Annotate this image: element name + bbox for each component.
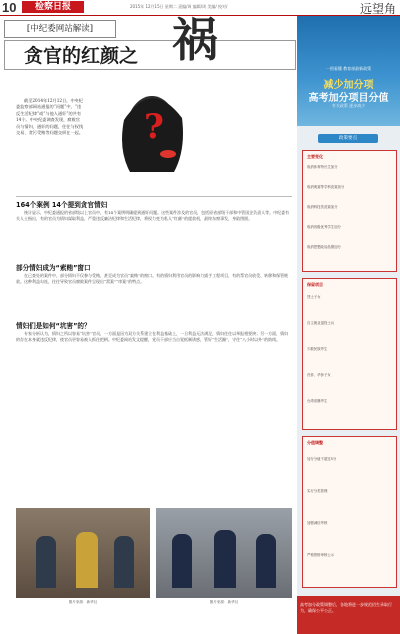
ad-panel-retained: [302, 278, 397, 430]
section-name: 远望角: [359, 2, 396, 16]
photo-caption-left: 图片来源：新华社: [68, 600, 98, 604]
figure-silhouette: [114, 536, 134, 588]
figure-silhouette: [76, 532, 98, 588]
ad-panel-item: 严格资格审核公示: [307, 553, 335, 557]
lips-shape: [160, 150, 176, 158]
question-mark: ?: [144, 107, 164, 147]
ad-panel-item: 取消省级优秀学生加分: [307, 225, 341, 229]
ad-panel-item: 台湾省籍考生: [307, 399, 328, 403]
news-photo-right: [156, 508, 292, 598]
section-body-2: 在已查处的案件中，部分情妇不仅参与受贿，甚至成为官员“索贿”的窗口。有的情妇利用官员的影响力插手工程项目，有的帮官员收受、转移和保管赃款。这种利益勾连，往往导致官员腐败案件呈现出“窝案”“串案”的特点。: [16, 273, 289, 284]
figure-silhouette: [36, 536, 56, 588]
column-tag: [中纪委网站解读]: [4, 20, 116, 38]
ad-panel-title: 分值调整: [307, 440, 323, 445]
ad-panel-item: 少数民族考生: [307, 347, 328, 351]
news-photo-left: [16, 508, 150, 598]
ad-panel-item: 自主就业退役士兵: [307, 321, 335, 325]
photo-caption-right: 图片来源：新华社: [209, 600, 239, 604]
section-heading-1: 164个案例 14个提到贪官情妇: [16, 201, 108, 209]
paper-logo: 检察日报: [22, 1, 84, 13]
divider: [16, 196, 292, 197]
ad-panel-item: 取消科技类竞赛加分: [307, 205, 338, 209]
ad-panel-changes: [302, 150, 397, 272]
lead-paragraph: 截至2014年12月12日，中央纪委监察部网站通报的“问题”中，“违反生活纪律”或“与他人通奸”的共有14个。中央纪委调查发现，腐败官员与情妇、通奸的问题，往往与权钱交易、贪污受贿等问题交织在一起。: [16, 98, 84, 136]
figure-silhouette: [214, 530, 236, 588]
section-heading-2: 部分情妇成为“索贿”窗口: [16, 264, 91, 272]
ad-title-line-2: 高考加分项目分值: [308, 93, 389, 104]
ad-panel-item: 加分分值不超过5分: [307, 457, 337, 461]
ad-panel-scores: [302, 436, 397, 588]
ad-footer-text: 高考加分政策调整后，各地将进一步规范招生录取行为，确保公平公正。: [300, 602, 392, 613]
ad-title-line-1: 减少加分项: [323, 80, 374, 91]
ad-panel-item: 烈士子女: [307, 295, 321, 299]
page-number: 10: [2, 0, 17, 15]
ad-panel-title: 保留项目: [307, 282, 323, 287]
ad-panel-item: 加强诚信考核: [307, 521, 328, 525]
ad-pill: 政策要点: [318, 134, 378, 143]
headline-glyph: 祸: [172, 13, 218, 67]
section-body-1: 统计显示，中纪委通报的省部级以上官员中，有14个案例明确提到通奸问题。这些案件涉及的官员，包括原省部级干部和中管国企负责人等。中纪委有关人士指出，有的官员为情妇谋取利益，严重违反廉洁纪律和生活纪律，将权力变为私人“红颜”的提款机，最终东窗事发，身陷囹圄。: [16, 210, 290, 221]
figure-silhouette: [172, 534, 192, 588]
ad-panel-item: 实行分类管理: [307, 489, 328, 493]
ad-panel-title: 主要变化: [307, 154, 323, 159]
ad-subtitle: 有关政策 逐步减少: [331, 103, 366, 108]
ad-panel-item: 归侨、华侨子女: [307, 373, 331, 377]
illustration: [94, 80, 214, 180]
issue-meta: 2015年 12月15日 星期二 责编/周 编辑/周 美编/ 校对/: [130, 4, 228, 9]
section-body-3: 专家分析认为，情妇之所以容易“坑害”官员，一方面是因为双方关系建立在利益基础上，一旦利益无法满足，情妇往往以举报相要挟；另一方面，情妇的存在本身就违反纪律，使官员更容易被人抓住把柄。中纪委网站发文提醒，党员干部应当自觉抵制诱惑，管好“生活圈”，守住“八小时以外”的防线。: [16, 331, 289, 342]
figure-silhouette: [256, 534, 276, 588]
ad-panel-item: 取消奥赛等学科竞赛加分: [307, 185, 345, 189]
ad-panel-item: 取消思想政治品德加分: [307, 245, 341, 249]
ad-kicker: 一图看懂 教育部最新政策: [325, 66, 372, 71]
headline: 贪官的红颜之: [24, 45, 139, 67]
ad-panel-item: 取消体育特长生加分: [307, 165, 338, 169]
section-heading-3: 情妇们是如何“坑害”的？: [16, 322, 91, 330]
